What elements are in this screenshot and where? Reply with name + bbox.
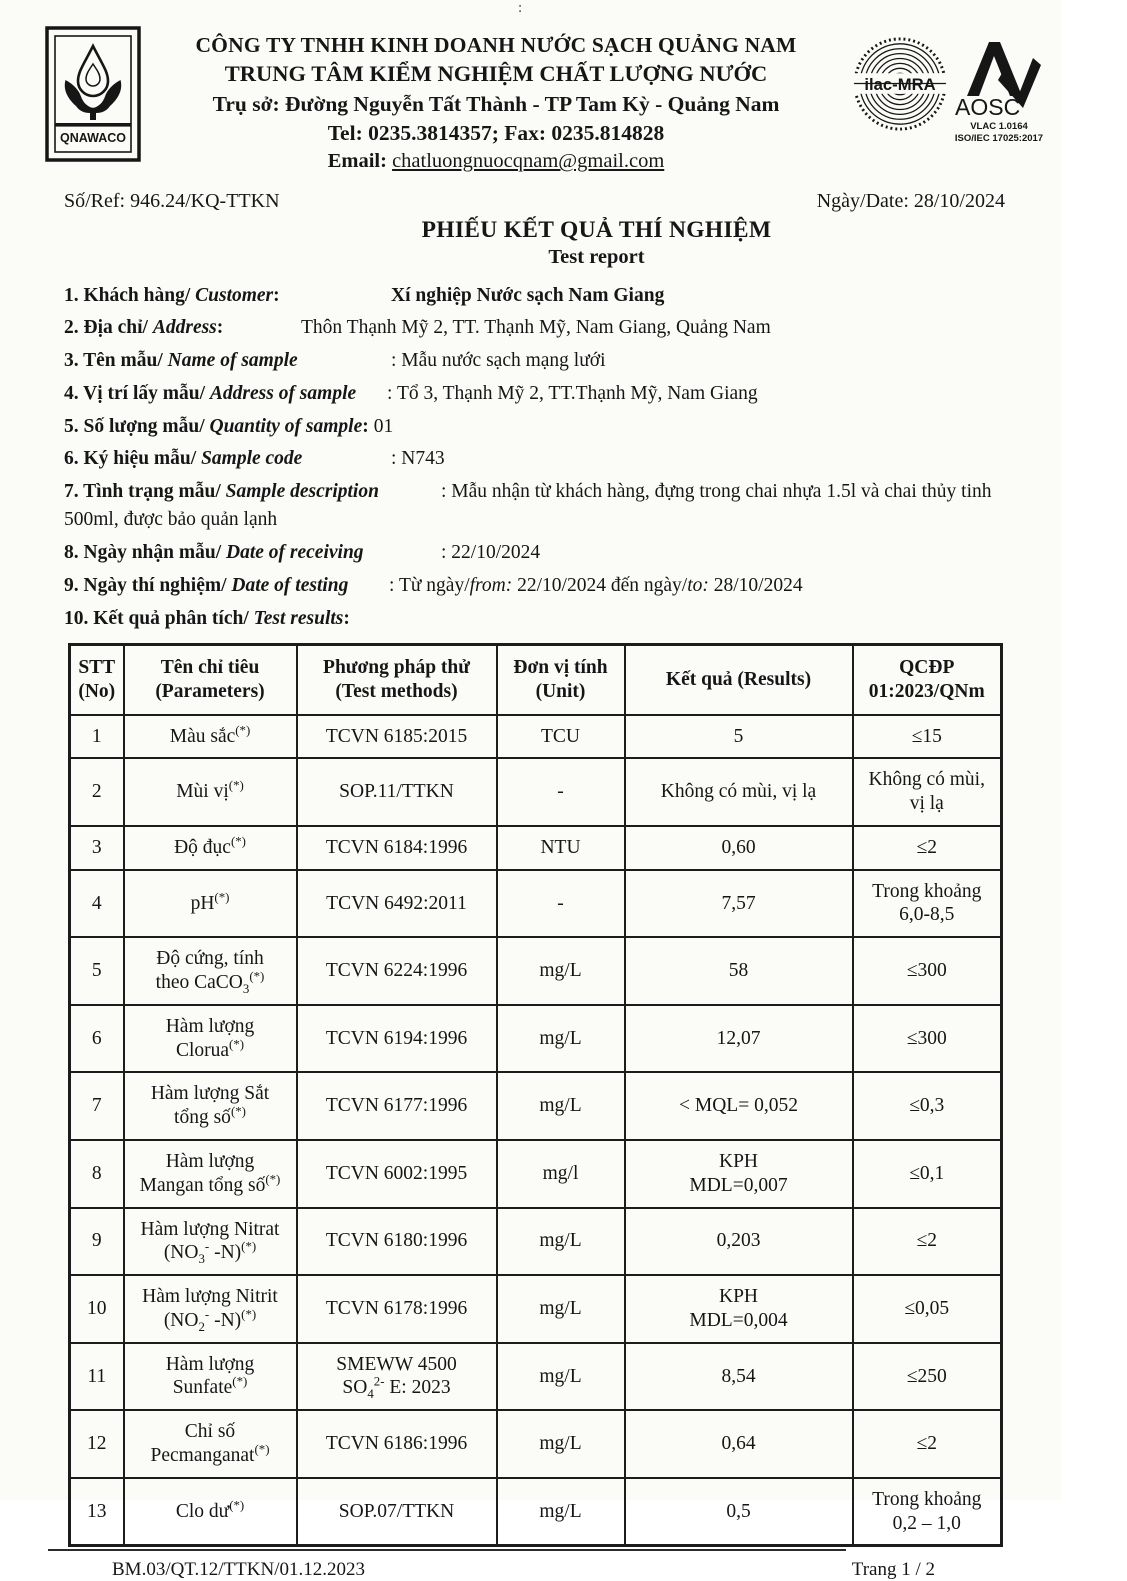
table-cell: Chỉ số Pecmanganat(*) [124, 1410, 297, 1478]
ilac-mra-seal-icon [851, 34, 949, 134]
col-header-no: STT (No) [70, 645, 124, 715]
table-cell: 5 [70, 937, 124, 1005]
info-item-2 [64, 314, 1003, 342]
table-cell: Hàm lượng Sắt tổng số(*) [124, 1072, 297, 1140]
email-label: Email: [327, 150, 387, 173]
table-cell: TCVN 6177:1996 [297, 1072, 497, 1140]
table-cell: 1 [70, 715, 124, 759]
info-label: 6. Ký hiệu mẫu/ Sample code [64, 448, 303, 470]
table-cell: ≤0,05 [853, 1275, 1002, 1343]
table-cell: ≤2 [853, 826, 1002, 870]
info-value: Thôn Thạnh Mỹ 2, TT. Thạnh Mỹ, Nam Giang, Quảng Nam [301, 317, 771, 339]
info-item-3 [64, 347, 1003, 375]
table-cell: ≤300 [853, 1005, 1002, 1073]
table-row [70, 1410, 1002, 1478]
table-cell: ≤300 [853, 937, 1002, 1005]
table-cell: KPH MDL=0,004 [625, 1275, 853, 1343]
table-cell: mg/L [497, 1410, 625, 1478]
table-cell: Trong khoảng 6,0-8,5 [853, 870, 1002, 938]
table-row [70, 758, 1002, 826]
table-cell: KPH MDL=0,007 [625, 1140, 853, 1208]
document-ref: Số/Ref: 946.24/KQ-TTKN [64, 190, 280, 213]
table-cell: TCVN 6186:1996 [297, 1410, 497, 1478]
info-item-6 [64, 445, 1003, 473]
info-value: : Mẫu nước sạch mạng lưới [391, 350, 606, 372]
page-subtitle: Test report [548, 246, 645, 269]
info-label: 5. Số lượng mẫu/ Quantity of sample: [64, 415, 369, 437]
table-cell: 8,54 [625, 1343, 853, 1411]
email-link[interactable]: chatluongnuocqnam@gmail.com [392, 150, 665, 173]
table-row [70, 826, 1002, 870]
table-cell: 0,5 [625, 1478, 853, 1546]
info-label: 2. Địa chỉ/ Address: [64, 317, 224, 339]
info-list [0, 269, 1061, 633]
page-number: Trang 1 / 2 [851, 1559, 935, 1581]
info-item-1 [64, 282, 1003, 310]
table-cell: 0,64 [625, 1410, 853, 1478]
table-cell: Clo dư(*) [124, 1478, 297, 1546]
table-cell: 58 [625, 937, 853, 1005]
svg-text:QNAWACO: QNAWACO [60, 131, 126, 145]
col-header-unit: Đơn vị tính (Unit) [497, 645, 625, 715]
table-cell: Không có mùi, vị lạ [853, 758, 1002, 826]
info-label: 1. Khách hàng/ Customer: [64, 284, 280, 306]
info-label: 3. Tên mẫu/ Name of sample [64, 350, 298, 372]
info-label: 7. Tình trạng mẫu/ Sample description [64, 481, 379, 503]
info-item-4 [64, 380, 1003, 408]
info-value: : Từ ngày/from: 22/10/2024 đến ngày/to: 28/10/2024 [389, 574, 803, 596]
results-tbody [70, 715, 1002, 1546]
document-footer [0, 1551, 1061, 1581]
table-cell: 3 [70, 826, 124, 870]
document-date: Ngày/Date: 28/10/2024 [816, 190, 1005, 213]
table-cell: ≤0,3 [853, 1072, 1002, 1140]
table-cell: - [497, 870, 625, 938]
svg-text:VLAC 1.0164: VLAC 1.0164 [970, 121, 1028, 132]
table-row [70, 1343, 1002, 1411]
info-value: 01 [373, 415, 394, 437]
svg-text:ilac-MRA: ilac-MRA [864, 74, 936, 94]
table-cell: 13 [70, 1478, 124, 1546]
table-cell: Hàm lượng Mangan tổng số(*) [124, 1140, 297, 1208]
table-cell: NTU [497, 826, 625, 870]
email-line [155, 149, 837, 174]
table-row [70, 1140, 1002, 1208]
table-cell: ≤2 [853, 1410, 1002, 1478]
table-cell: TCVN 6492:2011 [297, 870, 497, 938]
table-cell: Mùi vị(*) [124, 758, 297, 826]
table-cell: - [497, 758, 625, 826]
col-header-result: Kết quả (Results) [625, 645, 853, 715]
document-title-block [66, 217, 1127, 269]
center-name: TRUNG TÂM KIỂM NGHIỆM CHẤT LƯỢNG NƯỚC [224, 61, 768, 87]
table-cell: TCVN 6180:1996 [297, 1208, 497, 1276]
info-item-9 [64, 572, 1003, 600]
company-address: Trụ sở: Đường Nguyễn Tất Thành - TP Tam Kỳ - Quảng Nam [212, 91, 780, 116]
info-label: 8. Ngày nhận mẫu/ Date of receiving [64, 542, 364, 564]
table-row [70, 1208, 1002, 1276]
table-cell: mg/L [497, 1005, 625, 1073]
info-value: : Tổ 3, Thạnh Mỹ 2, TT.Thạnh Mỹ, Nam Giang [387, 382, 758, 404]
scan-artifact-colon: : [518, 0, 523, 16]
table-cell: mg/L [497, 1478, 625, 1546]
table-cell: Hàm lượng Nitrat ($NO_3^-$ -N)(*) [124, 1208, 297, 1276]
document-header [0, 0, 1061, 174]
aosc-accreditation-icon [953, 34, 1045, 146]
company-header-block [155, 26, 837, 174]
table-cell: 0,203 [625, 1208, 853, 1276]
table-cell: ≤2 [853, 1208, 1002, 1276]
info-value: : N743 [391, 448, 445, 470]
table-cell: Trong khoảng 0,2 – 1,0 [853, 1478, 1002, 1546]
table-cell: Hàm lượng Nitrit ($NO_2^-$ -N)(*) [124, 1275, 297, 1343]
table-cell: 4 [70, 870, 124, 938]
info-value: Xí nghiệp Nước sạch Nam Giang [391, 284, 665, 306]
table-cell: 10 [70, 1275, 124, 1343]
table-cell: mg/L [497, 1343, 625, 1411]
table-cell: pH(*) [124, 870, 297, 938]
table-row [70, 1005, 1002, 1073]
svg-text:ISO/IEC 17025:2017: ISO/IEC 17025:2017 [954, 133, 1044, 144]
table-cell: mg/l [497, 1140, 625, 1208]
table-cell: Hàm lượng Clorua(*) [124, 1005, 297, 1073]
table-cell: Độ đục(*) [124, 826, 297, 870]
info-label: 9. Ngày thí nghiệm/ Date of testing [64, 574, 349, 596]
company-name: CÔNG TY TNHH KINH DOANH NƯỚC SẠCH QUẢNG NAM [195, 33, 797, 57]
tel-fax: Tel: 0235.3814357; Fax: 0235.814828 [327, 120, 665, 145]
table-cell: TCVN 6194:1996 [297, 1005, 497, 1073]
table-header-row [70, 645, 1002, 715]
table-cell: SOP.11/TTKN [297, 758, 497, 826]
table-cell: 5 [625, 715, 853, 759]
info-value: : Mẫu nhận từ khách hàng, đựng trong chai nhựa 1.5l và chai thủy tinh 500ml, được bảo quản lạnh [64, 481, 992, 531]
table-cell: 6 [70, 1005, 124, 1073]
info-item-8 [64, 539, 1003, 567]
table-cell: ≤15 [853, 715, 1002, 759]
water-drop-hands-icon [45, 26, 141, 162]
col-header-limit: QCĐP 01:2023/QNm [853, 645, 1002, 715]
table-cell: mg/L [497, 1072, 625, 1140]
table-cell: 12 [70, 1410, 124, 1478]
info-label: 4. Vị trí lấy mẫu/ Address of sample [64, 382, 357, 404]
table-cell: TCVN 6002:1995 [297, 1140, 497, 1208]
table-cell: ≤250 [853, 1343, 1002, 1411]
table-cell: Độ cứng, tính theo CaCO$_3$(*) [124, 937, 297, 1005]
table-cell: 7 [70, 1072, 124, 1140]
qnawaco-logo [45, 26, 141, 167]
svg-text:AOSC: AOSC [955, 94, 1021, 120]
info-item-5 [64, 413, 1003, 441]
table-cell: TCVN 6185:2015 [297, 715, 497, 759]
table-cell: Không có mùi, vị lạ [625, 758, 853, 826]
table-cell: TCVN 6224:1996 [297, 937, 497, 1005]
results-table [68, 643, 1003, 1547]
table-cell: SOP.07/TTKN [297, 1478, 497, 1546]
table-row [70, 870, 1002, 938]
form-code: BM.03/QT.12/TTKN/01.12.2023 [112, 1559, 365, 1581]
table-cell: 2 [70, 758, 124, 826]
table-cell: 7,57 [625, 870, 853, 938]
table-row [70, 1072, 1002, 1140]
table-cell: ≤0,1 [853, 1140, 1002, 1208]
page-title: PHIẾU KẾT QUẢ THÍ NGHIỆM [421, 217, 772, 244]
info-item-7 [64, 478, 1003, 535]
table-row [70, 1478, 1002, 1546]
table-cell: 11 [70, 1343, 124, 1411]
table-cell: mg/L [497, 1275, 625, 1343]
table-cell: 0,60 [625, 826, 853, 870]
info-item-10 [64, 605, 1003, 633]
col-header-method: Phương pháp thử (Test methods) [297, 645, 497, 715]
table-row [70, 1275, 1002, 1343]
info-label: 10. Kết quả phân tích/ Test results: [64, 607, 350, 629]
table-cell: mg/L [497, 1208, 625, 1276]
table-cell: TCU [497, 715, 625, 759]
certification-marks [851, 26, 1045, 146]
table-row [70, 715, 1002, 759]
info-value: : 22/10/2024 [441, 542, 541, 564]
table-row [70, 937, 1002, 1005]
table-cell: TCVN 6184:1996 [297, 826, 497, 870]
table-cell: 9 [70, 1208, 124, 1276]
table-cell: 8 [70, 1140, 124, 1208]
ref-date-line [0, 174, 1061, 213]
table-cell: Màu sắc(*) [124, 715, 297, 759]
table-cell: 12,07 [625, 1005, 853, 1073]
col-header-parameter: Tên chỉ tiêu (Parameters) [124, 645, 297, 715]
table-cell: Hàm lượng Sunfate(*) [124, 1343, 297, 1411]
table-cell: < MQL= 0,052 [625, 1072, 853, 1140]
table-cell: mg/L [497, 937, 625, 1005]
table-cell: SMEWW 4500 $SO_4^{2-}$ E: 2023 [297, 1343, 497, 1411]
table-cell: TCVN 6178:1996 [297, 1275, 497, 1343]
